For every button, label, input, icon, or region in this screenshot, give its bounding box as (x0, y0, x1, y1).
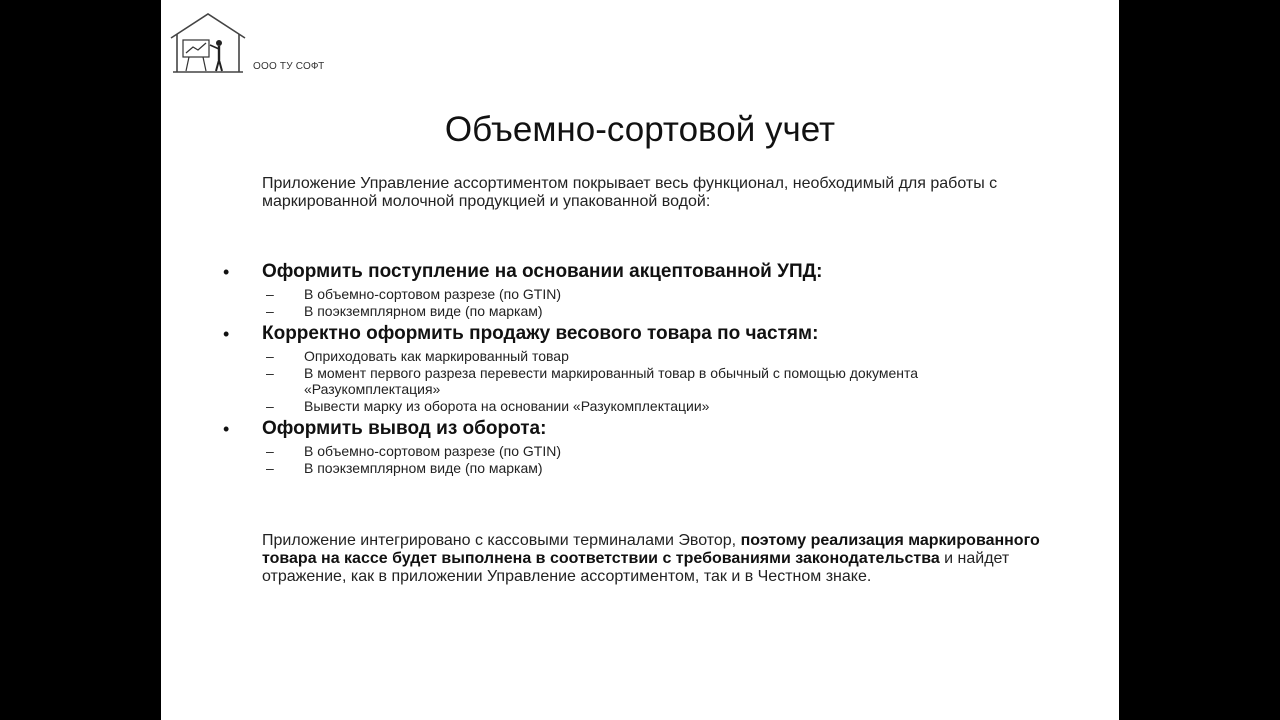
sub-item-text: В поэкземплярном виде (по маркам) (304, 460, 543, 476)
sub-item-text: Вывести марку из оборота на основании «Разукомплектации» (304, 398, 710, 414)
bullet-text: Корректно оформить продажу весового товара по частям: (262, 323, 819, 344)
dash-icon: – (266, 348, 274, 364)
sub-item (223, 286, 1053, 302)
bullet-item (223, 418, 1053, 476)
sub-item-text: В поэкземплярном виде (по маркам) (304, 303, 543, 319)
intro-paragraph: Приложение Управление ассортиментом покрывает весь функционал, необходимый для работы с маркированной молочной продукцией и упакованной водой: (262, 175, 998, 210)
sub-item (223, 365, 1053, 397)
outro-text-part1: Приложение интегрировано с кассовыми терминалами Эвотор, (262, 532, 741, 549)
sub-item-text: В момент первого разреза перевести маркированный товар в обычный с помощью документа «Разукомплектация» (304, 365, 919, 397)
slide (161, 0, 1119, 720)
bullet-dot-icon: • (223, 324, 230, 344)
outro-text-part3: и найдет отражение, как в приложении Управление ассортиментом, так и в Честном знаке. (262, 550, 1010, 585)
company-logo-icon (169, 12, 247, 74)
sub-item-text: В объемно-сортовом разрезе (по GTIN) (304, 286, 562, 302)
bullet-dot-icon: • (223, 419, 230, 439)
dash-icon: – (266, 303, 274, 319)
outro-text-bold: поэтому реализация маркированного товара на кассе будет выполнена в соответствии с требованиями законодательства (262, 532, 1040, 567)
bullet-item (223, 323, 1053, 414)
sub-item (223, 348, 1053, 364)
dash-icon: – (266, 286, 274, 302)
sub-item-text: Оприходовать как маркированный товар (304, 348, 569, 364)
bullet-list (223, 261, 1053, 480)
sub-item (223, 443, 1053, 459)
bullet-text: Оформить вывод из оборота: (262, 418, 547, 439)
sub-item-text: В объемно-сортовом разрезе (по GTIN) (304, 443, 562, 459)
bullet-dot-icon: • (223, 262, 230, 282)
bullet-item (223, 261, 1053, 319)
slide-title: Объемно-сортовой учет (444, 110, 836, 149)
outro-paragraph (262, 532, 1052, 586)
sub-item (223, 460, 1053, 476)
sub-item (223, 398, 1053, 414)
dash-icon: – (266, 460, 274, 476)
sub-item (223, 303, 1053, 319)
bullet-text: Оформить поступление на основании акцептованной УПД: (262, 261, 823, 282)
dash-icon: – (266, 365, 274, 381)
dash-icon: – (266, 398, 274, 414)
company-name: ООО ТУ СОФТ (253, 61, 325, 72)
dash-icon: – (266, 443, 274, 459)
